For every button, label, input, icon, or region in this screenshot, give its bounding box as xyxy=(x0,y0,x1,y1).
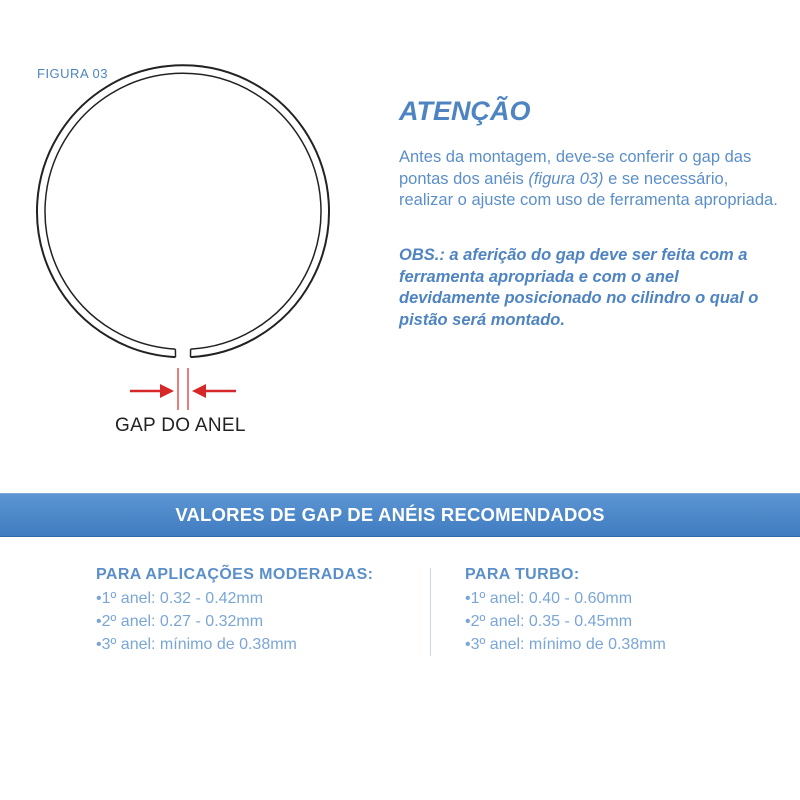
turbo-item: •1º anel: 0.40 - 0.60mm xyxy=(465,590,633,607)
ring-inner-edge xyxy=(45,73,321,349)
moderate-title: PARA APLICAÇÕES MODERADAS: xyxy=(96,566,374,583)
notice-text-after: e se necessário, realizar o ajuste com uso de ferramenta apropriada. xyxy=(399,169,778,209)
figure-label: FIGURA 03 xyxy=(37,66,108,81)
turbo-title: PARA TURBO: xyxy=(465,566,580,583)
moderate-column xyxy=(96,566,373,656)
turbo-item: •2º anel: 0.35 - 0.45mm xyxy=(465,613,633,630)
moderate-item: •2º anel: 0.27 - 0.32mm xyxy=(96,613,264,630)
column-divider xyxy=(430,568,431,656)
moderate-item: •3º anel: mínimo de 0.38mm xyxy=(96,636,297,653)
turbo-column xyxy=(465,566,666,656)
moderate-item: •1º anel: 0.32 - 0.42mm xyxy=(96,590,264,607)
attention-title: ATENÇÃO xyxy=(399,96,531,126)
notice-text-before: Antes da montagem, deve-se conferir o gap das pontas dos anéis xyxy=(399,148,752,188)
notice-text xyxy=(399,147,779,212)
notice-figure-ref: (figura 03) xyxy=(528,169,604,188)
arrow-right-icon xyxy=(130,384,174,398)
arrow-left-icon xyxy=(192,384,236,398)
ring-outer-edge xyxy=(37,65,329,357)
obs-note: OBS.: a aferição do gap deve ser feita com a ferramenta apropriada e com o anel devidamente posicionado no cilindro o qual o pistão será montado. xyxy=(399,246,759,329)
section-banner xyxy=(0,493,800,537)
turbo-item: •3º anel: mínimo de 0.38mm xyxy=(465,636,666,653)
piston-ring-diagram xyxy=(0,0,400,460)
gap-label: GAP DO ANEL xyxy=(115,415,246,436)
banner-title: VALORES DE GAP DE ANÉIS RECOMENDADOS xyxy=(175,504,605,525)
